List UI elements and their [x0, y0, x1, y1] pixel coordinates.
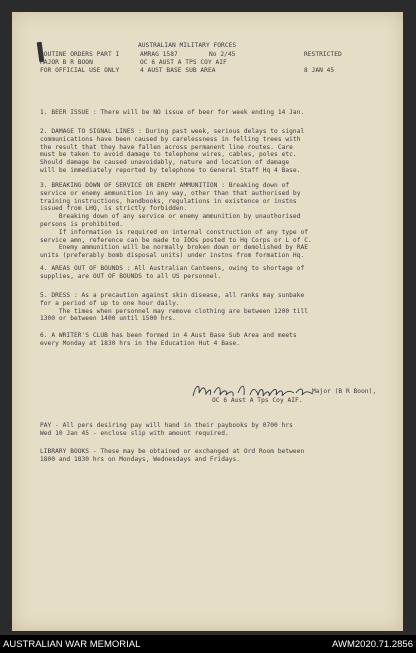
paragraph-6-line: every Monday at 1830 hrs in the Education Hut 4 Base.	[40, 339, 241, 347]
document-date: 8 JAN 45	[304, 67, 335, 74]
paragraph-3-line: Enemy ammunition will be normally broken down or demolished by RAE	[40, 244, 309, 252]
note-1-line: PAY - All pers desiring pay will hand in their paybooks by 0700 hrs	[40, 422, 293, 429]
paragraph-2-line: Should damage be caused unavoidably, nature and location of damage	[40, 159, 290, 167]
area-name: 4 AUST BASE SUB AREA	[140, 67, 216, 74]
paragraph-3-line: service or enemy ammunition in any way, other than that authorised by	[40, 189, 301, 197]
document-page	[12, 12, 403, 631]
paragraph-3-line: issued from LHQ, is strictly forbidden.	[40, 205, 188, 213]
footer-bar	[0, 635, 416, 653]
paragraph-4-line: 4. AREAS OUT OF BOUNDS : All Australian Canteens, owing to shortage of	[40, 265, 305, 272]
paragraph-4-line: supplies, are OUT OF BOUNDS to all US personnel.	[40, 272, 222, 280]
paragraph-3-line: 3. BREAKING DOWN OF SERVICE OR ENEMY AMMUNITION : Breaking down of	[40, 182, 290, 189]
paragraph-2-line: will be immediately reported by telephone to General Staff Hq 4 Base.	[40, 167, 301, 174]
order-number: No 2/45	[209, 51, 236, 58]
note-2-line: LIBRARY BOOKS - These may be obtained or exchanged at Ord Room between	[40, 448, 305, 455]
paragraph-3-line: service amn, reference can be made to IOOs posted to Hq Corps or L of C.	[40, 236, 312, 244]
paragraph-2-line: communications have been caused by carelessness in felling trees with	[40, 135, 301, 143]
paragraph-3-line: Breaking down of any service or enemy ammunition by unauthorised	[40, 213, 301, 221]
note-1-line: Wed 10 Jan 45 - enclose slip with amount required.	[40, 429, 229, 437]
paragraph-1-line: 1. BEER ISSUE : There will be NO issue of beer for week ending 14 Jan.	[40, 109, 305, 116]
classification: RESTRICTED	[304, 51, 342, 58]
paragraph-5-line: The times when personnel may remove clothing are between 1200 till	[40, 307, 309, 315]
footer-institution: AUSTRALIAN WAR MEMORIAL	[3, 639, 141, 650]
note-2-line: 1800 and 1830 hrs on Mondays, Wednesdays and Fridays.	[40, 455, 241, 463]
paragraph-3-line: training instructions, handbooks, regulations in existence or instns	[40, 197, 297, 205]
paragraph-2-line: must be taken to avoid damage to telephone wires, cables, poles etc.	[40, 151, 297, 159]
routine-orders-label: ROUTINE ORDERS PART I	[40, 51, 120, 58]
amrag-number: AMRAG 1587	[140, 51, 178, 58]
signature-name: Major (B R Boon),	[312, 388, 377, 395]
paragraph-6-line: 6. A WRITER'S CLUB has been formed in 4 Aust Base Sub Area and meets	[40, 332, 297, 339]
signature-title: OC 6 Aust A Tps Coy AIF.	[212, 397, 303, 404]
footer-accession: AWM2020.71.2856	[332, 639, 413, 650]
document-heading: AUSTRALIAN MILITARY FORCES	[138, 42, 237, 49]
paragraph-5-line: 1300 or between 1400 until 1500 hrs.	[40, 315, 176, 323]
official-use-label: FOR OFFICIAL USE ONLY	[40, 67, 120, 74]
paragraph-3-line: If information is required on internal construction of any type of	[40, 228, 309, 236]
paragraph-3-line: persons is prohibited.	[40, 221, 124, 228]
paragraph-5-line: for a period of up to one hour daily.	[40, 299, 180, 307]
issuing-officer: MAJOR B R BOON	[40, 59, 93, 66]
paragraph-2-line: the result that they have fallen across permanent line routes. Care	[40, 143, 293, 151]
unit-name: OC 6 AUST A TPS COY AIF	[140, 59, 227, 66]
paragraph-5-line: 5. DRESS : As a precaution against skin disease, all ranks may sunbake	[40, 292, 305, 299]
paragraph-2-line: 2. DAMAGE TO SIGNAL LINES : During past week, serious delays to signal	[40, 128, 305, 135]
paragraph-3-line: units (preferably bomb disposal units) under instns from formation Hq.	[40, 252, 305, 260]
